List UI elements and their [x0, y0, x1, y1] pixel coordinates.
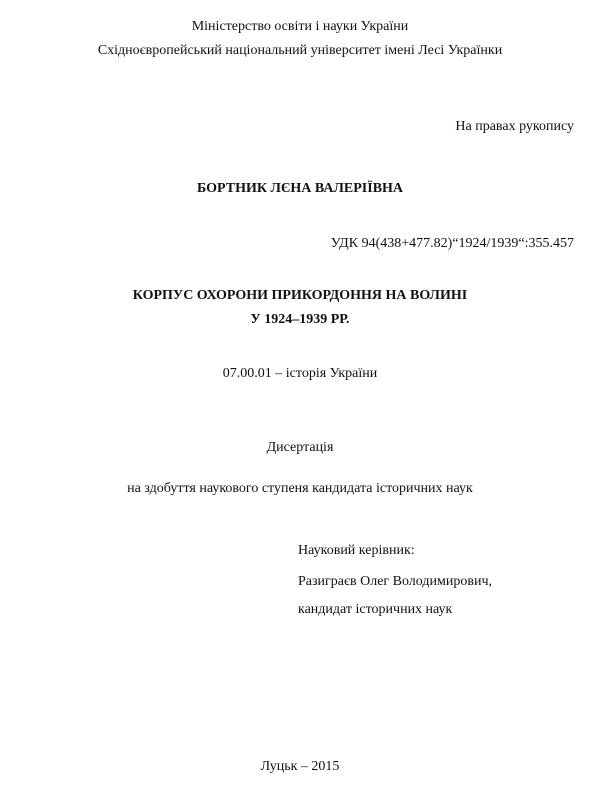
author-name: БОРТНИК ЛЄНА ВАЛЕРІЇВНА — [196, 181, 404, 196]
udk-code: УДК 94(438+477.82)“1924/1939“:355.457 — [330, 236, 574, 251]
place-year: Луцьк – 2015 — [260, 759, 340, 774]
specialty-code: 07.00.01 – історія України — [222, 366, 378, 381]
manuscript-note: На правах рукопису — [455, 119, 574, 134]
ministry-name: Міністерство освіти і науки України — [191, 19, 409, 34]
dissertation-title-line-1: КОРПУС ОХОРОНИ ПРИКОРДОННЯ НА ВОЛИНІ — [132, 288, 468, 303]
university-name: Східноєвропейський національний університет імені Лесі Українки — [97, 43, 503, 58]
document-type: Дисертація — [266, 440, 334, 455]
supervisor-degree: кандидат історичних наук — [298, 602, 453, 617]
supervisor-label: Науковий керівник: — [298, 543, 415, 558]
supervisor-name: Разиграєв Олег Володимирович, — [298, 574, 492, 589]
degree-statement: на здобуття наукового ступеня кандидата історичних наук — [127, 481, 473, 496]
dissertation-title-line-2: У 1924–1939 РР. — [250, 312, 350, 327]
